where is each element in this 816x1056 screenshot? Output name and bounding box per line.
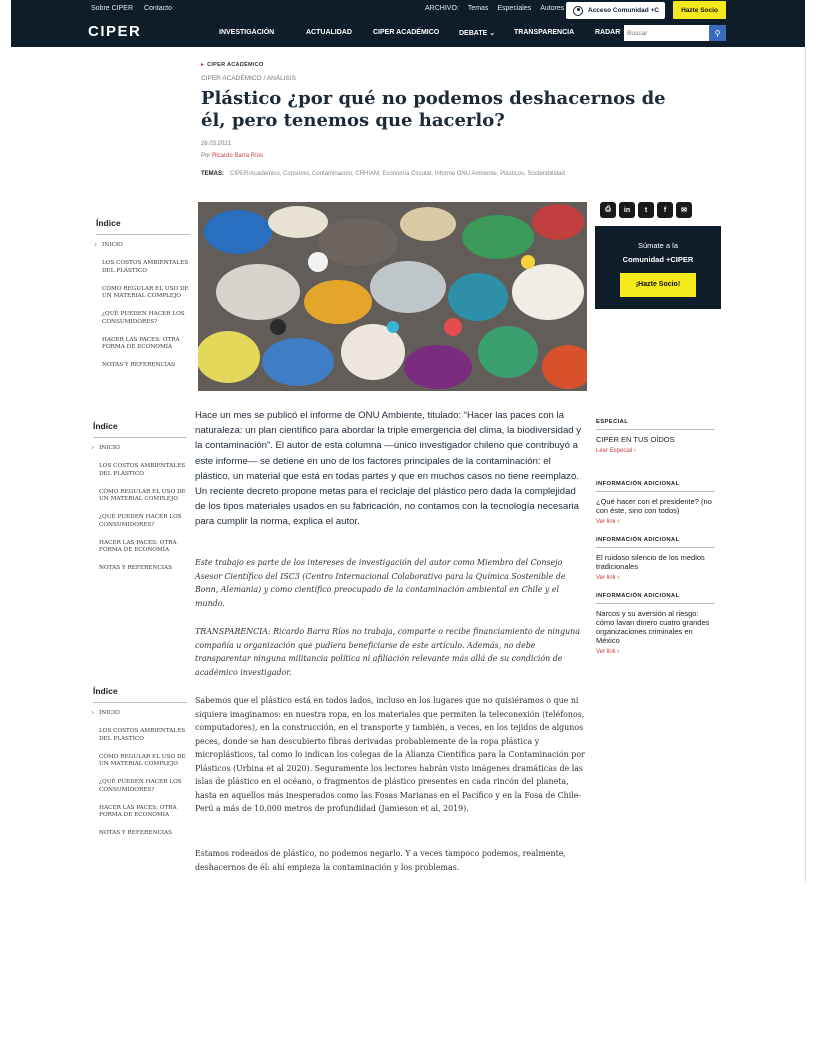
sidebar-heading: ESPECIAL [596, 419, 715, 430]
chevron-down-icon: ⌄ [489, 30, 496, 37]
sidebar-link[interactable]: Ver link › [596, 575, 620, 581]
index-item-paces[interactable]: HACER LAS PACES: OTRA FORMA DE ECONOMÍA [102, 336, 180, 350]
index-item-costos[interactable]: LOS COSTOS AMBIENTALES DEL PLÁSTICO [99, 728, 186, 742]
print-icon[interactable]: ⎙ [600, 202, 616, 218]
index-item-consumidores[interactable]: ¿QUÉ PUEDEN HACER LOS CONSUMIDORES? [102, 311, 185, 325]
nav-debate-label: DEBATE [459, 30, 488, 37]
promo-socio-button[interactable]: ¡Hazte Socio! [620, 273, 696, 297]
byline [201, 153, 263, 159]
community-promo [595, 226, 721, 309]
site-header [11, 0, 805, 47]
index-item-costos[interactable]: LOS COSTOS AMBIENTALES DEL PLÁSTICO [99, 463, 186, 477]
index-item-inicio[interactable]: › INICIO [93, 445, 187, 453]
archive-label: ARCHIVO: [425, 5, 459, 12]
index-heading: Índice [93, 686, 187, 703]
autores-link[interactable]: Autores [540, 5, 565, 12]
sidebar-info [596, 481, 715, 525]
promo-line2: Comunidad +CIPER [622, 255, 694, 264]
search-button[interactable] [709, 25, 726, 41]
tags-list[interactable]: CIPER/Académico, Consumo, Contaminación, CRHIAM, Economía Circular, Informe ONU Ambiente, Plásticos, Sostenibilidad [230, 171, 565, 177]
breadcrumb[interactable]: CIPER ACADÉMICO / ANÁLISIS [201, 75, 296, 82]
hazte-socio-button[interactable]: Hazte Socio [673, 1, 726, 19]
nav-ciper-academico[interactable]: CIPER ACADÉMICO [373, 29, 440, 36]
transparency-note: TRANSPARENCIA: Ricardo Barra Ríos no trabaja, comparte o recibe financiamiento de ninguna compañía u organización que pudiera beneficiarse de este artículo. Además, no debe transparentar ninguna militancia política ni afiliación relevante más allá de su condición de académico investigador. [195, 627, 580, 677]
especiales-link[interactable]: Especiales [497, 5, 532, 12]
index-item-regular[interactable]: CÓMO REGULAR EL USO DE UN MATERIAL COMPLEJO [102, 285, 189, 299]
body-paragraph: Estamos rodeados de plástico, no podemos negarlo. Y a veces tampoco podemos, realmente, deshacernos de él: ahí empieza la contaminación y los problemas. [195, 849, 566, 872]
email-icon[interactable]: ✉ [676, 202, 692, 218]
index-item-paces[interactable]: HACER LAS PACES: OTRA FORMA DE ECONOMÍA [99, 804, 177, 818]
nav-transparencia[interactable]: TRANSPARENCIA [514, 29, 575, 36]
facebook-icon[interactable]: f [657, 202, 673, 218]
nav-radar[interactable]: RADAR [595, 29, 621, 36]
index-item-paces[interactable]: HACER LAS PACES: OTRA FORMA DE ECONOMÍA [99, 539, 177, 553]
sidebar-title[interactable]: ¿Qué hacer con el presidente? (no con éste, sino con todos) [596, 497, 712, 515]
user-icon [573, 6, 583, 16]
sidebar-heading: INFORMACIÓN ADICIONAL [596, 537, 715, 548]
tags-row [201, 171, 565, 177]
search-icon: ⚲ [714, 28, 721, 38]
twitter-icon[interactable]: t [638, 202, 654, 218]
section-tag[interactable] [201, 62, 264, 68]
promo-line1: Súmate a la [637, 241, 679, 250]
index-item-consumidores[interactable]: ¿QUÉ PUEDEN HACER LOS CONSUMIDORES? [99, 514, 182, 528]
index-item-notas[interactable]: NOTAS Y REFERENCIAS [99, 565, 173, 571]
sidebar-link[interactable]: Leer Especial › [596, 448, 637, 454]
index-item-inicio[interactable]: › INICIO [93, 710, 187, 718]
share-bar [600, 202, 695, 218]
sidebar-info [596, 593, 715, 655]
index-item-notas[interactable]: NOTAS Y REFERENCIAS [99, 830, 173, 836]
index-nav [93, 421, 187, 583]
index-item-regular[interactable]: CÓMO REGULAR EL USO DE UN MATERIAL COMPLEJO [99, 488, 186, 502]
page-title: Plástico ¿por qué no podemos deshacernos de él, pero tenemos que hacerlo? [201, 88, 666, 131]
author-link[interactable]: Ricardo Barra Ríos [212, 153, 264, 159]
page-edge-divider [805, 48, 806, 882]
sidebar-heading: INFORMACIÓN ADICIONAL [596, 481, 715, 492]
index-item-regular[interactable]: CÓMO REGULAR EL USO DE UN MATERIAL COMPLEJO [99, 753, 186, 767]
sidebar-heading: INFORMACIÓN ADICIONAL [596, 593, 715, 604]
article-lead: Hace un mes se publicó el informe de ONU Ambiente, titulado: “Hacer las paces con la naturaleza: un plan científico para abordar la triple emergencia del clima, la biodiversidad y la contaminación”. El autor de esta columna —único investigador chileno que contribuyó a este informe— se detiene en uno de los factores principales de la contaminación: el plástico, un material que está en todas partes y que en muchos casos no tiene reemplazo. Un reciente decreto propone metas para el reciclaje del plástico pero dada la complejidad de los tipos materiales usados en su fabricación, no contamos con la tecnología necesaria para cumplir la norma, explica el autor. [195, 410, 582, 528]
sidebar-title[interactable]: CIPER EN TUS OÍDOS [596, 435, 675, 444]
access-label: Acceso Comunidad +C [588, 7, 659, 14]
index-item-consumidores[interactable]: ¿QUÉ PUEDEN HACER LOS CONSUMIDORES? [99, 779, 182, 793]
index-item-costos[interactable]: LOS COSTOS AMBIENTALES DEL PLÁSTICO [102, 260, 189, 274]
temas-link[interactable]: Temas [467, 5, 489, 12]
sidebar-info [596, 537, 715, 581]
contact-link[interactable]: Contacto [143, 5, 173, 12]
index-item-inicio[interactable]: › INICIO [96, 242, 190, 250]
search-input[interactable] [624, 25, 709, 41]
sidebar-title[interactable]: Narcos y su aversión al riesgo: cómo lavan dinero cuatro grandes organizaciones criminales en México [596, 609, 710, 645]
nav-debate[interactable] [459, 29, 495, 37]
archive-nav [425, 5, 564, 12]
nav-actualidad[interactable]: ACTUALIDAD [306, 29, 352, 36]
triangle-icon: ▸ [201, 62, 205, 68]
publish-date: 26.03.2021 [201, 141, 232, 147]
access-community-button[interactable] [566, 2, 665, 19]
top-links [91, 5, 181, 12]
author-note: Este trabajo es parte de los intereses de investigación del autor como Miembro del Consejo Asesor Científico del ISC3 (Centro Internacional Colaborativo para la Química Sostenible de Bonn, Alemania) y como científico preocupado de la contaminación ambiental en Chile y el mundo. [195, 558, 566, 608]
index-nav [96, 218, 190, 380]
nav-investigacion[interactable]: INVESTIGACIÓN [219, 29, 275, 36]
author-prefix: Por [201, 153, 211, 159]
linkedin-icon[interactable]: in [619, 202, 635, 218]
sidebar-link[interactable]: Ver link › [596, 519, 620, 525]
sidebar-especial [596, 419, 715, 454]
sidebar-link[interactable]: Ver link › [596, 649, 620, 655]
index-heading: Índice [96, 218, 190, 235]
sidebar-title[interactable]: El ruidoso silencio de los medios tradicionales [596, 553, 705, 571]
index-heading: Índice [93, 421, 187, 438]
tags-label: TEMAS: [201, 171, 224, 177]
ciper-logo[interactable]: CIPER [88, 23, 142, 40]
index-item-notas[interactable]: NOTAS Y REFERENCIAS [102, 362, 176, 368]
about-link[interactable]: Sobre CIPER [91, 5, 134, 12]
section-label: CIPER ACADÉMICO [207, 62, 264, 68]
hero-image [198, 202, 587, 391]
body-paragraph: Sabemos que el plástico está en todos lados, incluso en los lugares que no quisiéramos o que ni siquiera imaginamos: en nuestra ropa, en los materiales que permiten la teleconexión (teléfonos, computadores), en la construcción, en el transporte y también, a veces, en los tejidos de algunos peces, donde se han descubierto fibras derivadas probablemente de la ropa plástica y microplásticos, tal como lo indican los colegas de la Alianza Científica para la Contaminación por Plásticos (Urbina et al 2020). Seguramente los lectores habrán visto imágenes dramáticas de las islas de plástico en el océano, o fragmentos de plástico presentes en cada rincón del planeta, hasta en aquellos más inesperados como las Fosas Marianas en el Pacífico y en la Fosa de Chile-Perú a más de 10.000 metros de profundidad (Jamieson et al, 2019). [195, 696, 585, 813]
index-nav [93, 686, 187, 848]
